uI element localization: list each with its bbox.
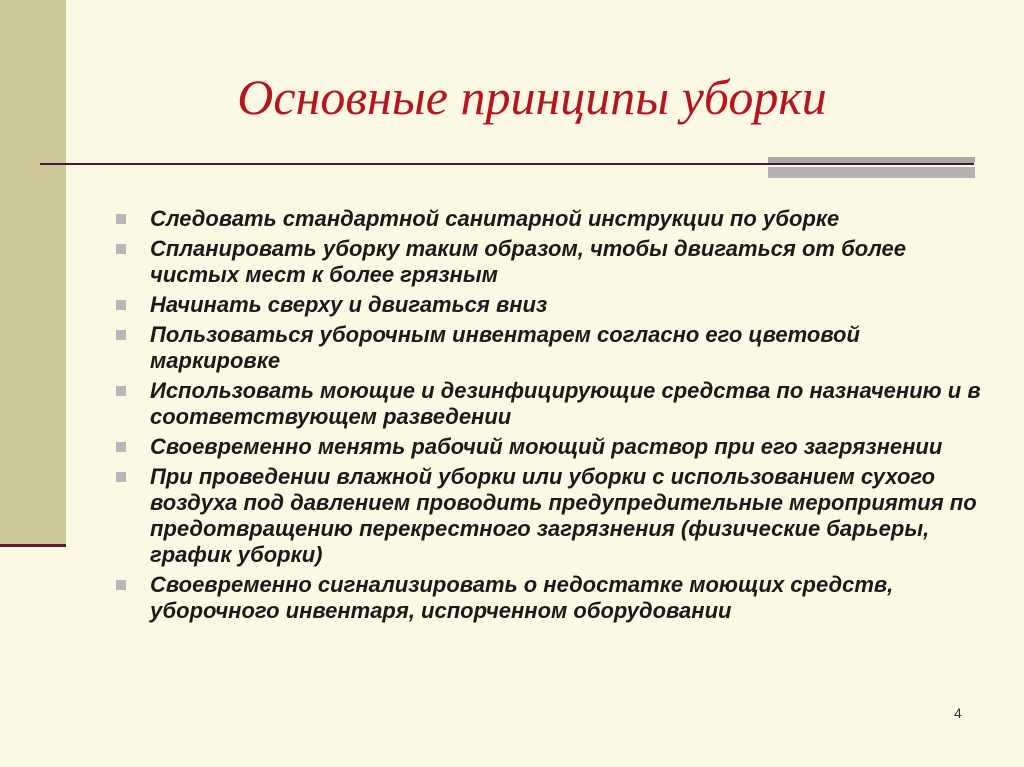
bullet-text: Спланировать уборку таким образом, чтобы двигаться от более чистых мест к более грязным bbox=[150, 236, 907, 287]
bullet-text: Своевременно сигнализировать о недостатке моющих средств, уборочного инвентаря, испорченном оборудовании bbox=[150, 572, 894, 623]
bullet-item bbox=[112, 378, 992, 430]
slide-title: Основные принципы уборки bbox=[237, 69, 827, 125]
bullet-item bbox=[112, 322, 992, 374]
square-bullet-icon bbox=[116, 244, 126, 254]
bullet-item bbox=[112, 464, 992, 568]
left-bar-underline bbox=[0, 544, 66, 547]
square-bullet-icon bbox=[116, 580, 126, 590]
bullet-list bbox=[112, 206, 992, 628]
title-divider bbox=[40, 163, 974, 165]
bullet-item bbox=[112, 292, 992, 318]
bullet-text: Пользоваться уборочным инвентарем согласно его цветовой маркировке bbox=[150, 322, 860, 373]
accent-bar-top bbox=[768, 157, 975, 163]
bullet-item bbox=[112, 236, 992, 288]
bullet-text: Начинать сверху и двигаться вниз bbox=[150, 292, 548, 317]
bullet-text: Использовать моющие и дезинфицирующие средства по назначению и в соответствующем разведении bbox=[150, 378, 981, 429]
bullet-item bbox=[112, 572, 992, 624]
square-bullet-icon bbox=[116, 472, 126, 482]
bullet-item bbox=[112, 434, 992, 460]
accent-bar-bottom bbox=[768, 167, 975, 178]
bullet-text: Следовать стандартной санитарной инструкции по уборке bbox=[150, 206, 840, 231]
bullet-item bbox=[112, 206, 992, 232]
bullet-text: При проведении влажной уборки или уборки с использованием сухого воздуха под давлением проводить предупредительные мероприятия по предотвращению перекрестного загрязнения (физические барьеры, график уборки) bbox=[150, 464, 977, 567]
square-bullet-icon bbox=[116, 386, 126, 396]
bullet-text: Своевременно менять рабочий моющий раствор при его загрязнении bbox=[150, 434, 943, 459]
square-bullet-icon bbox=[116, 330, 126, 340]
square-bullet-icon bbox=[116, 442, 126, 452]
page-number: 4 bbox=[954, 705, 962, 721]
square-bullet-icon bbox=[116, 300, 126, 310]
square-bullet-icon bbox=[116, 214, 126, 224]
